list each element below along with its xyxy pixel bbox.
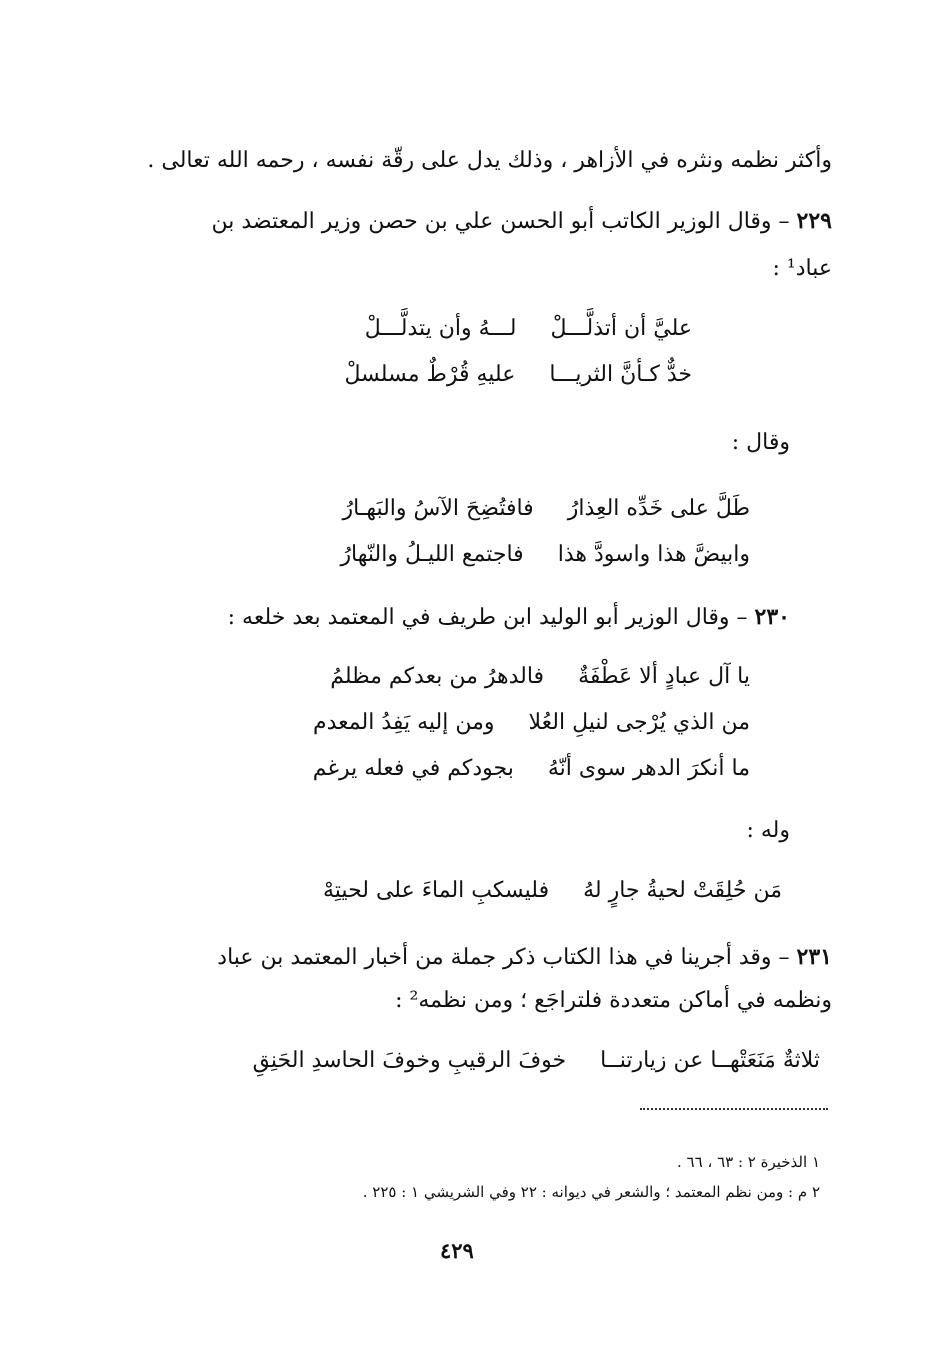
footnote-separator <box>640 1108 828 1110</box>
paragraph-number: ٢٣١ <box>796 944 832 970</box>
verse-hemistich-second: فالدهرُ من بعدكم مظلمُ <box>330 664 545 689</box>
verse-hemistich-first: من الذي يُرْجى لنيلِ العُلا <box>528 710 750 735</box>
text-span: وله : <box>746 818 790 843</box>
verse-hemistich-second: فافتُضِحَ الآسُ والبَهـارُ <box>342 496 534 521</box>
paragraph-text: – وقال الوزير أبو الوليد ابن طريف في المعتمد بعد خلعه : <box>227 605 755 630</box>
paragraph-230-line <box>228 602 790 633</box>
paragraph-number: ٢٢٩ <box>796 208 832 234</box>
verse-line <box>253 1046 820 1076</box>
page-number <box>440 1238 474 1264</box>
verse-hemistich-first: خدٌّ كـأنَّ الثريـــا <box>549 362 692 387</box>
text-span: وقال : <box>731 430 790 455</box>
verse-hemistich-second: خوفَ الرقيبِ وخوفَ الحاسدِ الحَنِقِ <box>252 1048 567 1073</box>
verse-line <box>365 314 692 344</box>
verse-line <box>313 754 750 784</box>
footnote-2 <box>363 1182 820 1202</box>
verse-hemistich-first: طَلَّ على خَدِّه العِذارُ <box>567 496 750 521</box>
verse-line <box>323 876 782 906</box>
verse-hemistich-second: فاجتمع الليـلُ والنّهارُ <box>340 542 524 567</box>
verse-hemistich-second: لـــهُ وأن يتدلَّـــلْ <box>364 316 517 341</box>
section-label <box>746 816 790 846</box>
paragraph-text: – وقال الوزير الكاتب أبو الحسن علي بن حصن وزير المعتضد بن <box>211 209 797 234</box>
verse-line <box>345 360 692 390</box>
paragraph-231-line-2 <box>395 986 832 1016</box>
verse-hemistich-first: ما أنكرَ الدهر سوى أنّهُ <box>547 756 750 781</box>
footnote-1 <box>677 1152 820 1172</box>
verse-hemistich-second: عليهِ قُرْطٌ مسلسلْ <box>344 362 516 387</box>
verse-hemistich-second: بجودكم في فعله يرغم <box>312 756 514 781</box>
paragraph-text: – وقد أجرينا في هذا الكتاب ذكر جملة من أخبار المعتمد بن عباد <box>217 945 797 970</box>
paragraph-231-line-1 <box>217 942 832 973</box>
verse-hemistich-first: عليَّ أن أتذلَّـــلْ <box>550 316 692 341</box>
verse-line <box>343 494 750 524</box>
verse-hemistich-first: ثلاثةٌ مَنَعَتْهــا عن زيارتنــا <box>600 1048 820 1073</box>
paragraph-229-line-2 <box>773 254 833 284</box>
section-label <box>732 428 790 458</box>
footnote-text: ١ الذخيرة ٢ : ٦٣ ، ٦٦ . <box>677 1153 820 1171</box>
paragraph-number: ٢٣٠ <box>754 604 790 630</box>
text-span: ونظمه في أماكن متعددة فلتراجَع ؛ ومن نظمه² : <box>395 988 832 1013</box>
verse-hemistich-first: مَن حُلِقَتْ لحيةُ جارٍ لهُ <box>583 878 782 903</box>
verse-hemistich-second: فليسكبِ الماءَ على لحيتِهْ <box>323 878 550 903</box>
verse-hemistich-first: يا آل عبادٍ ألا عَطْفَةٌ <box>578 664 750 689</box>
footnote-text: ٢ م : ومن نظم المعتمد ؛ والشعر في ديوانه : ٢٢ وفي الشريشي ١ : ٢٢٥ . <box>362 1183 820 1201</box>
text-line <box>147 146 832 176</box>
page-number-text: ٤٢٩ <box>440 1238 474 1263</box>
verse-line <box>330 662 750 692</box>
verse-line <box>340 540 750 570</box>
verse-hemistich-second: ومن إليه يَفِدُ المعدم <box>313 710 495 735</box>
verse-hemistich-first: وابيضَّ هذا واسودَّ هذا <box>557 542 750 567</box>
text-span: وأكثر نظمه ونثره في الأزاهر ، وذلك يدل على رقّة نفسه ، رحمه الله تعالى . <box>147 148 832 173</box>
paragraph-229-line-1 <box>212 206 832 237</box>
verse-line <box>313 708 750 738</box>
text-span: عباد¹ : <box>772 256 832 281</box>
